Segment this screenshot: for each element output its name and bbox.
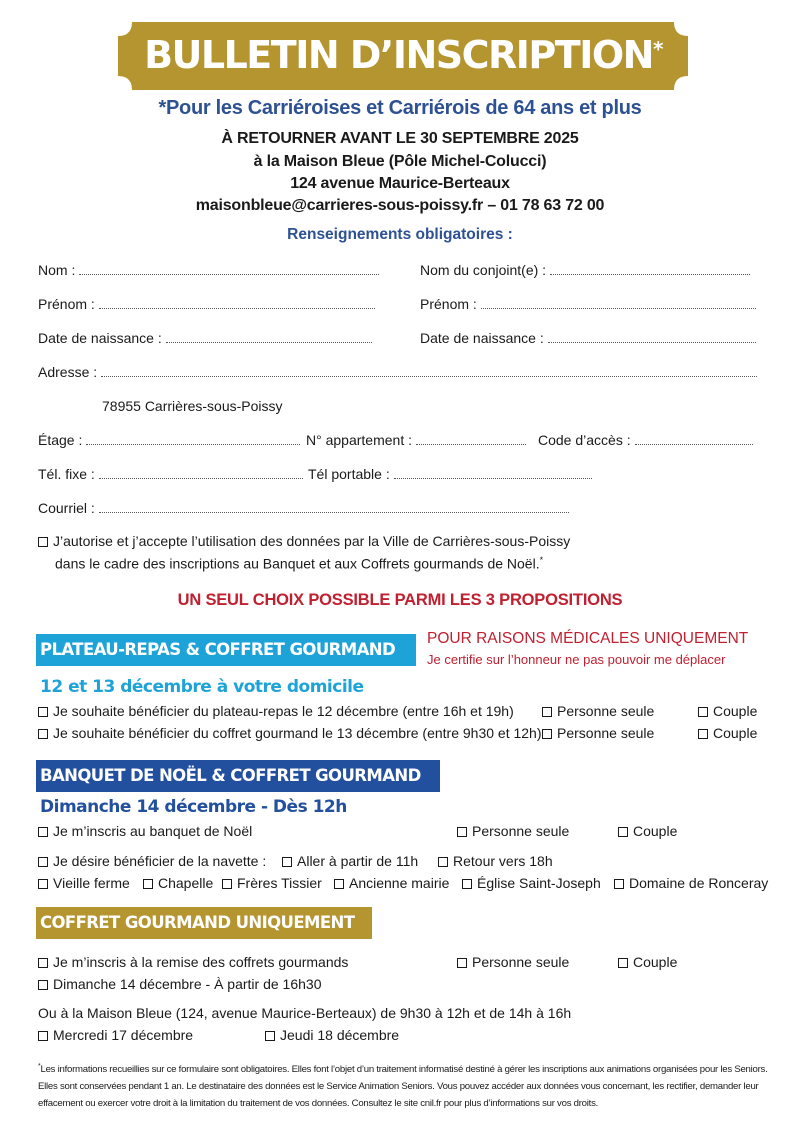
- prenom-field[interactable]: Prénom :: [38, 296, 375, 312]
- checkbox-icon[interactable]: [143, 879, 153, 889]
- adresse-field[interactable]: Adresse :: [38, 364, 757, 380]
- naissance-field[interactable]: Date de naissance :: [38, 330, 372, 346]
- checkbox-icon[interactable]: [457, 827, 467, 837]
- checkbox-icon[interactable]: [38, 980, 48, 990]
- contact: maisonbleue@carrieres-sous-poissy.fr – 01 78 63 72 00: [195, 197, 605, 214]
- checkbox-icon[interactable]: [457, 958, 467, 968]
- section-coffret-title: COFFRET GOURMAND UNIQUEMENT: [36, 907, 372, 939]
- stop-vieille-ferme[interactable]: Vieille ferme: [38, 875, 130, 891]
- coffret-domicile-checkbox[interactable]: Je souhaite bénéficier du coffret gourmand le 13 décembre (entre 9h30 et 12h): [38, 725, 542, 741]
- nom-conjoint-field[interactable]: Nom du conjoint(e) :: [420, 262, 750, 278]
- maison-bleue-text: Ou à la Maison Bleue (124, avenue Maurice-Berteaux) de 9h30 à 12h et de 14h à 16h: [38, 1005, 572, 1021]
- page-title: BULLETIN D’INSCRIPTION*: [144, 33, 662, 77]
- banquet-checkbox[interactable]: Je m’inscris au banquet de Noël: [38, 823, 252, 839]
- aller-checkbox[interactable]: Aller à partir de 11h: [282, 853, 418, 869]
- banquet-couple-checkbox[interactable]: Couple: [618, 823, 677, 839]
- remise-couple-checkbox[interactable]: Couple: [618, 954, 677, 970]
- checkbox-icon[interactable]: [698, 707, 708, 717]
- deadline: À RETOURNER AVANT LE 30 SEPTEMBRE 2025: [221, 130, 579, 147]
- remise-coffret-checkbox[interactable]: Je m’inscris à la remise des coffrets gourmands: [38, 954, 348, 970]
- consent-checkbox[interactable]: J’autorise et j’accepte l’utilisation des données par la Ville de Carrières-sous-Poissy: [38, 533, 570, 549]
- checkbox-icon[interactable]: [38, 1031, 48, 1041]
- remise-seule-checkbox[interactable]: Personne seule: [457, 954, 569, 970]
- coffret-couple-checkbox[interactable]: Couple: [698, 725, 757, 741]
- place: à la Maison Bleue (Pôle Michel-Colucci): [253, 153, 547, 170]
- stop-freres-tissier[interactable]: Frères Tissier: [222, 875, 322, 891]
- section-plateau-repas-title: PLATEAU-REPAS & COFFRET GOURMAND: [36, 634, 416, 666]
- checkbox-icon[interactable]: [334, 879, 344, 889]
- checkbox-icon[interactable]: [38, 537, 48, 547]
- ville-text: 78955 Carrières-sous-Poissy: [102, 398, 283, 414]
- navette-checkbox[interactable]: Je désire bénéficier de la navette :: [38, 853, 266, 869]
- section1-date: 12 et 13 décembre à votre domicile: [40, 677, 364, 697]
- title-banner: [118, 22, 688, 90]
- choice-heading: UN SEUL CHOIX POSSIBLE PARMI LES 3 PROPOSITIONS: [177, 591, 623, 609]
- banquet-seule-checkbox[interactable]: Personne seule: [457, 823, 569, 839]
- checkbox-icon[interactable]: [462, 879, 472, 889]
- dimanche-checkbox[interactable]: Dimanche 14 décembre - À partir de 16h30: [38, 976, 321, 992]
- checkbox-icon[interactable]: [614, 879, 624, 889]
- stop-domaine-ronceray[interactable]: Domaine de Ronceray: [614, 875, 768, 891]
- etage-field[interactable]: Étage :: [38, 432, 300, 448]
- section2-date: Dimanche 14 décembre - Dès 12h: [40, 797, 347, 817]
- legal-footer: *Les informations recueillies sur ce formulaire sont obligatoires. Elles font l’objet d’un traitement informatisé destiné à gérer les inscriptions aux animations organisées pour les Seniors. Elles sont conservées pendant 1 an. Le destinataire des données est le Service Animation Seniors. Vous pouvez accéder aux données vous concernant, les rectifier, demander leur effacement ou exercer votre droit à la limitation du traitement de vos données. Consultez le site cnil.fr pour plus d’informations sur vos droits.: [38, 1063, 768, 1110]
- coffret-seule-checkbox[interactable]: Personne seule: [542, 725, 654, 741]
- checkbox-icon[interactable]: [542, 707, 552, 717]
- required-heading: Renseignements obligatoires :: [287, 226, 513, 243]
- tel-portable-field[interactable]: Tél portable :: [308, 466, 592, 482]
- checkbox-icon[interactable]: [38, 707, 48, 717]
- jeudi-checkbox[interactable]: Jeudi 18 décembre: [265, 1027, 399, 1043]
- appartement-field[interactable]: N° appartement :: [306, 432, 526, 448]
- mercredi-checkbox[interactable]: Mercredi 17 décembre: [38, 1027, 193, 1043]
- checkbox-icon[interactable]: [438, 857, 448, 867]
- checkbox-icon[interactable]: [618, 958, 628, 968]
- checkbox-icon[interactable]: [38, 827, 48, 837]
- plateau-couple-checkbox[interactable]: Couple: [698, 703, 757, 719]
- checkbox-icon[interactable]: [38, 857, 48, 867]
- tel-fixe-field[interactable]: Tél. fixe :: [38, 466, 303, 482]
- checkbox-icon[interactable]: [698, 729, 708, 739]
- checkbox-icon[interactable]: [618, 827, 628, 837]
- checkbox-icon[interactable]: [282, 857, 292, 867]
- checkbox-icon[interactable]: [38, 958, 48, 968]
- stop-eglise-saint-joseph[interactable]: Église Saint-Joseph: [462, 875, 601, 891]
- prenom-conjoint-field[interactable]: Prénom :: [420, 296, 756, 312]
- retour-checkbox[interactable]: Retour vers 18h: [438, 853, 553, 869]
- medical-title: POUR RAISONS MÉDICALES UNIQUEMENT: [427, 630, 749, 647]
- subtitle: *Pour les Carriéroises et Carriérois de 64 ans et plus: [158, 97, 642, 119]
- consent-text: dans le cadre des inscriptions au Banquet et aux Coffrets gourmands de Noël.*: [55, 555, 544, 572]
- courriel-field[interactable]: Courriel :: [38, 500, 569, 516]
- address: 124 avenue Maurice-Berteaux: [290, 175, 510, 192]
- stop-chapelle[interactable]: Chapelle: [143, 875, 213, 891]
- nom-field[interactable]: Nom :: [38, 262, 379, 278]
- naissance-conjoint-field[interactable]: Date de naissance :: [420, 330, 756, 346]
- medical-text: Je certifie sur l’honneur ne pas pouvoir me déplacer: [427, 652, 726, 667]
- plateau-seule-checkbox[interactable]: Personne seule: [542, 703, 654, 719]
- checkbox-icon[interactable]: [265, 1031, 275, 1041]
- checkbox-icon[interactable]: [542, 729, 552, 739]
- section-banquet-title: BANQUET DE NOËL & COFFRET GOURMAND: [36, 760, 440, 792]
- stop-ancienne-mairie[interactable]: Ancienne mairie: [334, 875, 449, 891]
- checkbox-icon[interactable]: [222, 879, 232, 889]
- code-acces-field[interactable]: Code d’accès :: [538, 432, 753, 448]
- plateau-repas-checkbox[interactable]: Je souhaite bénéficier du plateau-repas le 12 décembre (entre 16h et 19h): [38, 703, 514, 719]
- checkbox-icon[interactable]: [38, 729, 48, 739]
- checkbox-icon[interactable]: [38, 879, 48, 889]
